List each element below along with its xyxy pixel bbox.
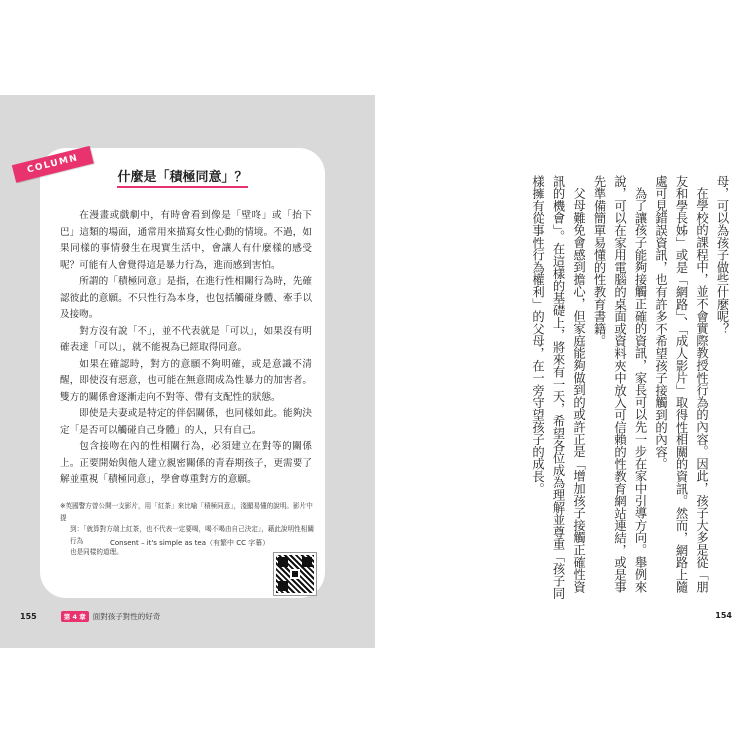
column-title <box>40 166 325 188</box>
left-page <box>0 95 375 648</box>
column-paragraph: 如果在確認時，對方的意願不夠明確，或是意識不清醒，即使沒有惡意，也可能在無意間成為性暴力的加害者。雙方的關係會逐漸走向不對等、帶有支配性的狀態。 <box>60 358 312 403</box>
left-page-number: 155 <box>20 612 37 621</box>
vertical-body-text <box>397 175 732 605</box>
column-paragraph: 所謂的「積極同意」是指，在進行性相關行為時，先確認彼此的意願。不只性行為本身，也包括觸碰身體、牽手以及接吻。 <box>60 276 312 320</box>
book-spread <box>0 95 750 648</box>
footnote-line: 也是同樣的道理。 <box>70 548 123 556</box>
right-page-number: 154 <box>715 611 732 620</box>
column-paragraph: 對方沒有說「不」，並不代表就是「可以」，如果沒有明確表達「可以」，就不能視為已經取得同意。 <box>60 325 312 353</box>
column-paragraph: 包含接吻在內的性相關行為，必須建立在對等的關係上。正要開始與他人建立親密關係的青春期孩子，更需要了解並重視「積極同意」，學會尊重對方的意願。 <box>60 441 312 485</box>
footnote-line: 到：「就算對方端上紅茶，也不代表一定要喝，喝不喝由自己決定」，藉此說明性相關行為 <box>70 525 314 545</box>
qr-code-icon[interactable] <box>274 553 316 595</box>
body-paragraph: 在學校的課程中，並不會實際教授性行為的內容。因此，孩子大多是從「朋友和學長姊」或是「網路」、「成人影片」取得性相關的資訊。然而，網路上隨處可見錯誤資訊，也有許多不希望孩子接觸到的內容。 <box>653 175 709 594</box>
right-page <box>375 95 750 648</box>
column-paragraph: 即使是夫妻或是特定的伴侶關係，也同樣如此。能夠決定「是否可以觸碰自己身體」的人，只有自己。 <box>60 408 312 436</box>
body-paragraph: 為了讓孩子能夠接觸正確的資訊，家長可以先一步在家中引導方向。舉例來說，可以在家用電腦的桌面或資料夾中放入可信賴的性教育網站連結，或是事先準備簡單易懂的性教育書籍。 <box>592 175 647 594</box>
left-footer <box>20 611 160 622</box>
column-ribbon-label: COLUMN <box>26 153 80 176</box>
chapter-title: 面對孩子對性的好奇 <box>92 612 161 621</box>
column-paragraph: 在漫畫或戲劇中，有時會看到像是「壁咚」或「抬下巴」這類的場面，通常用來描寫女性心動的情境。不過，如果同樣的事情發生在現實生活中，會讓人有什麼樣的感受呢？可能有人會覺得這是暴力行為，進而感到害怕。 <box>60 210 312 271</box>
column-title-text: 什麼是「積極同意」？ <box>117 166 247 188</box>
chapter-badge: 第 4 章 <box>61 611 89 622</box>
video-caption: Consent – it's simple as tea（有繁中 CC 字幕） <box>110 539 270 547</box>
column-card <box>40 148 325 598</box>
body-paragraph: 母，可以為孩子做些什麼呢？ <box>715 175 729 335</box>
column-body <box>60 208 312 489</box>
footnote <box>60 501 315 559</box>
footnote-line: ※英國警方曾公開一支影片，用「紅茶」來比喻「積極同意」，淺顯易懂的說明。影片中提 <box>60 502 313 522</box>
body-paragraph: 父母難免會感到擔心，但家庭能夠做到的或許正是「增加孩子接觸正確性資訊的機會」。在這樣的基礎上，將來有一天，希望各位成為理解並尊重「孩子同樣擁有從事性行為權利」的父母，在一旁守望孩子的成長。 <box>530 175 586 600</box>
